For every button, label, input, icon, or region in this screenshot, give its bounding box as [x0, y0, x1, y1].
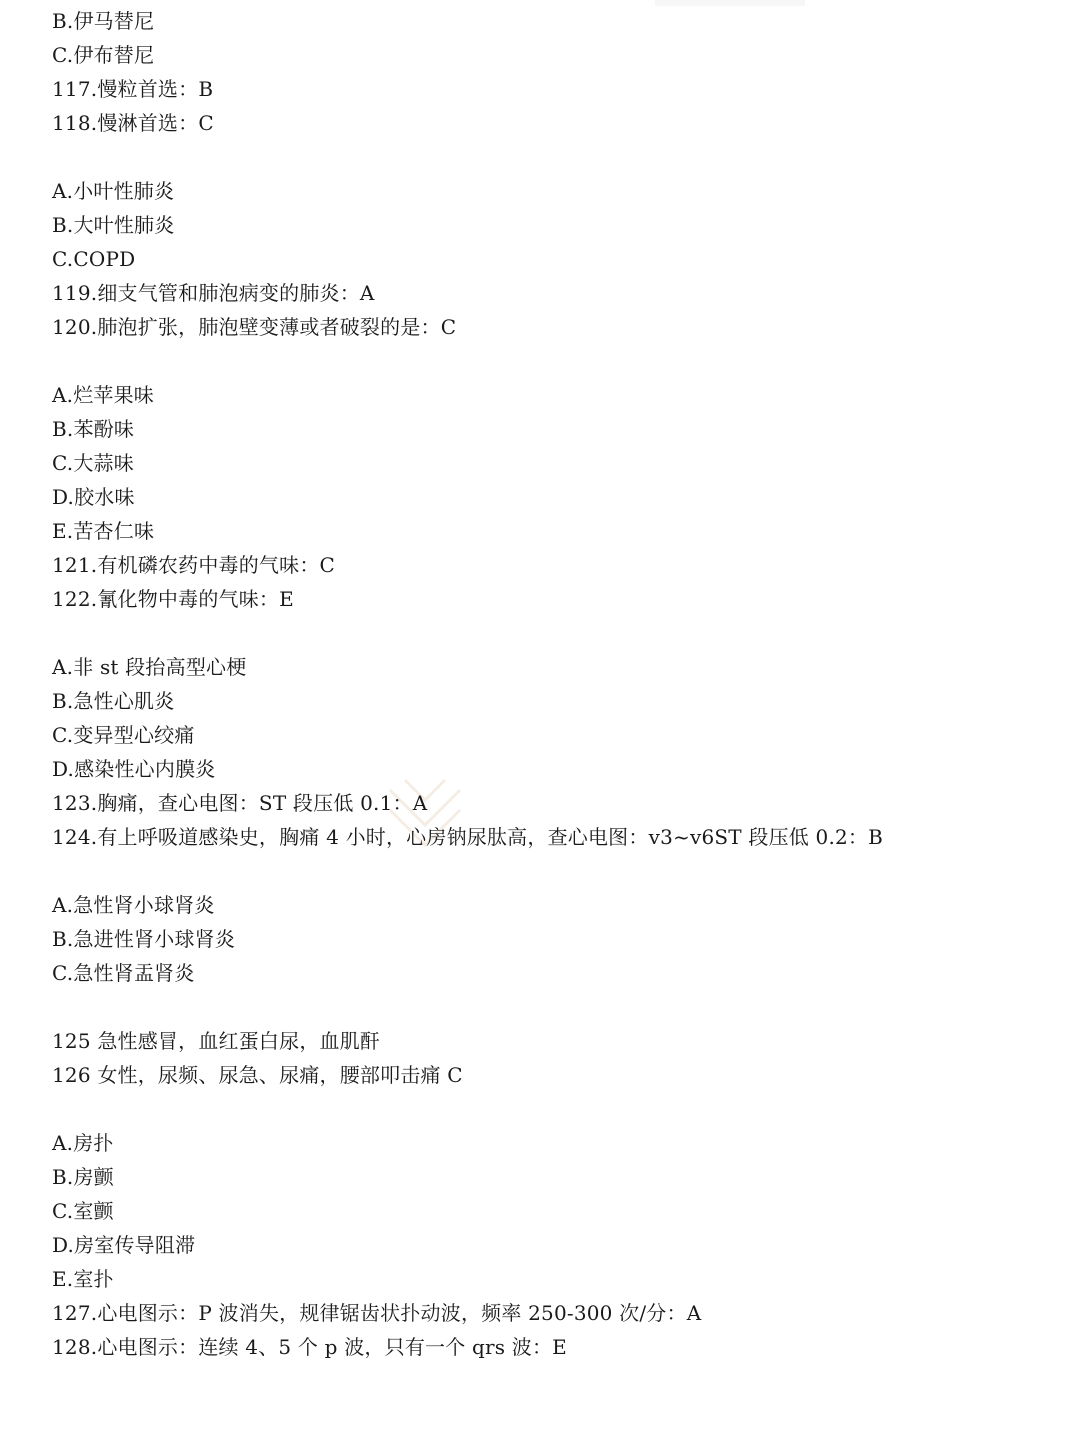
question-line: 128.心电图示：连续 4、5 个 p 波，只有一个 qrs 波：E — [52, 1335, 567, 1359]
blank-line — [52, 1092, 1052, 1126]
option-line: C.COPD — [52, 247, 136, 271]
question-line: 120.肺泡扩张，肺泡壁变薄或者破裂的是：C — [52, 315, 457, 339]
blank-line — [52, 854, 1052, 888]
blank-line — [52, 616, 1052, 650]
option-line: C.急性肾盂肾炎 — [52, 961, 195, 985]
question-line: 124.有上呼吸道感染史，胸痛 4 小时，心房钠尿肽高，查心电图：v3~v6ST 段压低 0.2：B — [52, 825, 884, 849]
option-line: A.小叶性肺炎 — [52, 179, 175, 203]
question-line: 119.细支气管和肺泡病变的肺炎：A — [52, 281, 375, 305]
option-line: B.急性心肌炎 — [52, 689, 175, 713]
option-line: D.感染性心内膜炎 — [52, 757, 216, 781]
blank-line — [52, 990, 1052, 1024]
blank-line — [52, 344, 1052, 378]
option-line: E.室扑 — [52, 1267, 114, 1291]
option-line: D.房室传导阻滞 — [52, 1233, 196, 1257]
document-body — [52, 4, 1052, 1364]
option-line: C.伊布替尼 — [52, 43, 155, 67]
blank-line — [52, 140, 1052, 174]
option-line: D.胶水味 — [52, 485, 135, 509]
option-line: A.非 st 段抬高型心梗 — [52, 655, 247, 679]
option-line: B.房颤 — [52, 1165, 114, 1189]
option-line: C.室颤 — [52, 1199, 114, 1223]
option-line: B.大叶性肺炎 — [52, 213, 175, 237]
question-line: 123.胸痛，查心电图：ST 段压低 0.1：A — [52, 791, 428, 815]
option-line: C.变异型心绞痛 — [52, 723, 195, 747]
option-line: B.伊马替尼 — [52, 9, 155, 33]
question-line: 118.慢淋首选：C — [52, 111, 214, 135]
option-line: E.苦杏仁味 — [52, 519, 155, 543]
question-line: 121.有机磷农药中毒的气味：C — [52, 553, 336, 577]
option-line: B.苯酚味 — [52, 417, 135, 441]
question-line: 122.氰化物中毒的气味：E — [52, 587, 294, 611]
option-line: A.急性肾小球肾炎 — [52, 893, 215, 917]
question-line: 126 女性，尿频、尿急、尿痛，腰部叩击痛 C — [52, 1063, 463, 1087]
question-line: 117.慢粒首选：B — [52, 77, 214, 101]
question-line: 127.心电图示：P 波消失，规律锯齿状扑动波，频率 250-300 次/分：A — [52, 1301, 702, 1325]
option-line: A.烂苹果味 — [52, 383, 155, 407]
option-line: B.急进性肾小球肾炎 — [52, 927, 236, 951]
option-line: C.大蒜味 — [52, 451, 134, 475]
option-line: A.房扑 — [52, 1131, 114, 1155]
question-line: 125 急性感冒，血红蛋白尿，血肌酐 — [52, 1029, 381, 1053]
